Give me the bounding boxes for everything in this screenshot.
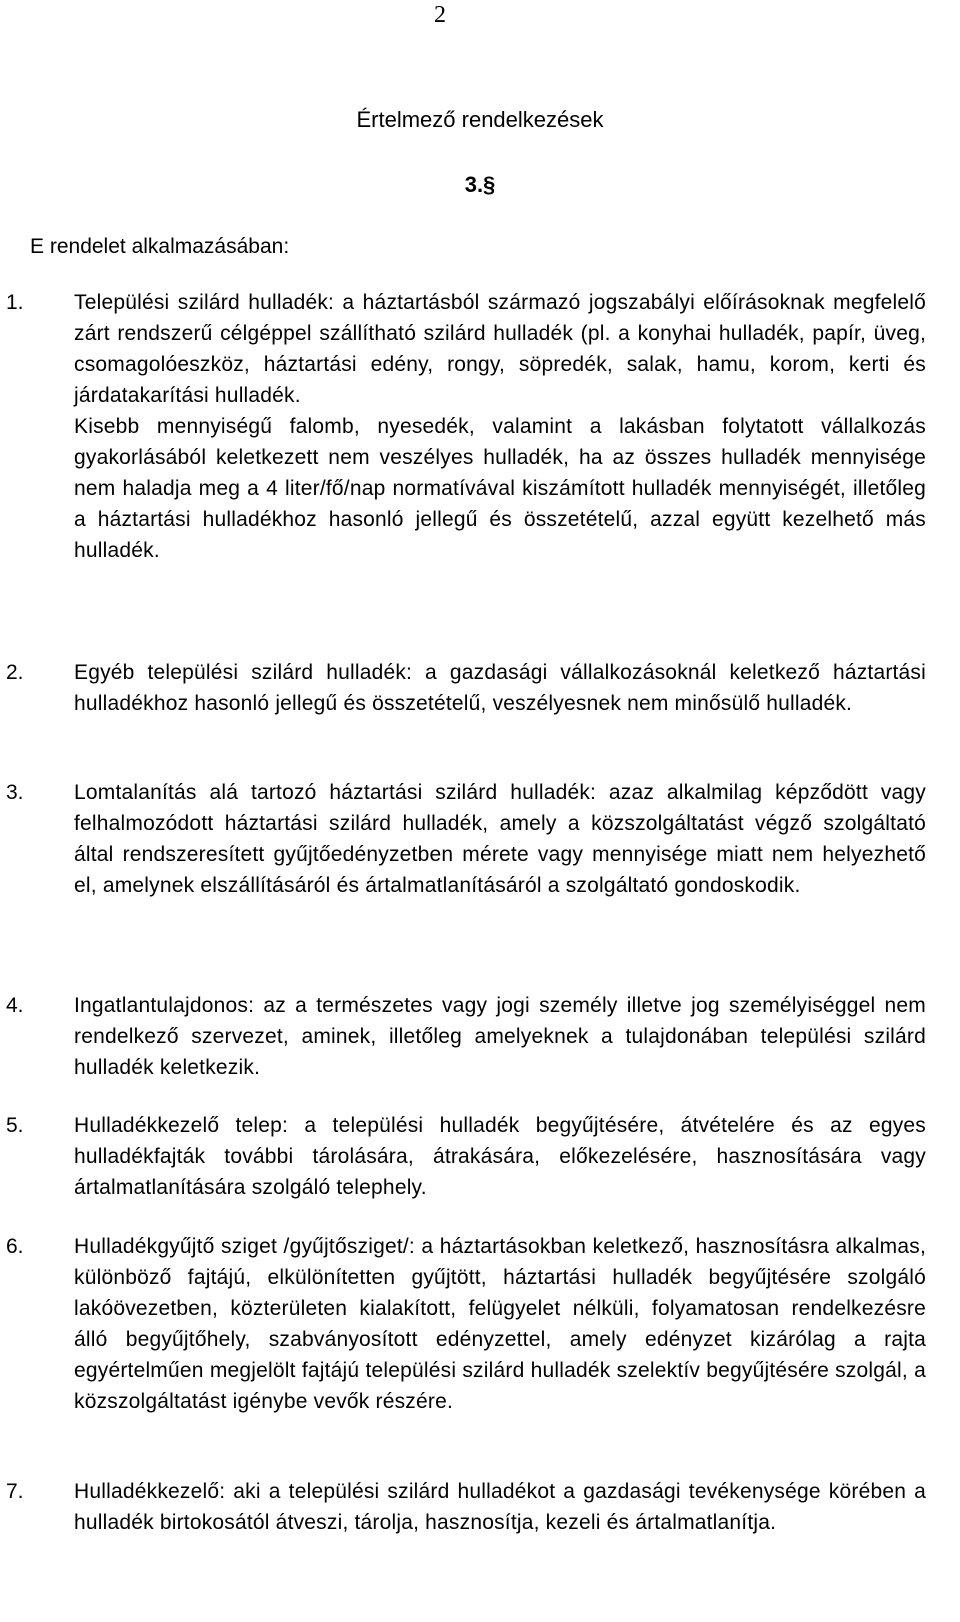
item-text <box>74 777 926 901</box>
item-paragraph: Ingatlantulajdonos: az a természetes vagy jogi személy illetve jog személyiséggel nem rendelkező szervezet, aminek, illetőleg amelyeknek a tulajdonában települési szilárd hulladék keletkezik. <box>74 994 926 1079</box>
item-paragraph: Hulladékkezelő telep: a települési hulladék begyűjtésére, átvételére és az egyes hulladékfajták további tárolására, átrakására, előkezelésére, hasznosítására vagy ártalmatlanítására szolgáló telephely. <box>74 1114 926 1199</box>
item-text <box>74 990 926 1083</box>
item-number: 7. <box>6 1480 24 1503</box>
section-heading: Értelmező rendelkezések <box>356 107 604 132</box>
item-text <box>74 1110 926 1203</box>
item-number: 1. <box>6 291 24 314</box>
item-paragraph: Lomtalanítás alá tartozó háztartási szilárd hulladék: azaz alkalmilag képződött vagy felhalmozódott háztartási szilárd hulladék, amely a közszolgáltatást végző szolgáltató által rendszeresített gyűjtőedényzetben mérete vagy mennyisége miatt nem helyezhető el, amelynek elszállításáról és ártalmatlanításáról a szolgáltató gondoskodik. <box>74 781 926 897</box>
item-number: 4. <box>6 994 24 1017</box>
item-paragraph: Települési szilárd hulladék: a háztartásból származó jogszabályi előírásoknak megfelelő zárt rendszerű célgéppel szállítható szilárd hulladék (pl. a konyhai hulladék, papír, üveg, csomagolóeszköz, háztartási edény, rongy, söpredék, salak, hamu, korom, kerti és járdatakarítási hulladék. <box>74 291 926 407</box>
item-paragraph: Hulladékgyűjtő sziget /gyűjtősziget/: a háztartásokban keletkező, hasznosításra alkalmas, különböző fajtájú, elkülönítetten gyűjtött, háztartási hulladék begyűjtésére szolgáló lakóövezetben, közterületen kialakított, felügyelet nélküli, folyamatosan rendelkezésre álló begyűjtőhely, szabványosított edényzettel, amely edényzet kizárólag a rajta egyértelműen megjelölt fajtájú települési szilárd hulladék szelektív begyűjtésére szolgál, a közszolgáltatást igénybe vevők részére. <box>74 1235 926 1413</box>
item-number: 6. <box>6 1235 24 1258</box>
item-number: 2. <box>6 661 24 684</box>
item-text <box>74 1476 926 1538</box>
item-text <box>74 287 926 566</box>
page-number: 2 <box>434 2 446 28</box>
section-number: 3.§ <box>464 172 496 197</box>
item-number: 3. <box>6 781 24 804</box>
item-paragraph: Kisebb mennyiségű falomb, nyesedék, valamint a lakásban folytatott vállalkozás gyakorlásából keletkezett nem veszélyes hulladék, ha az összes hulladék mennyisége nem haladja meg a 4 liter/fő/nap normatívával kiszámított hulladék mennyiségét, illetőleg a háztartási hulladékhoz hasonló jellegű és összetételű, azzal együtt kezelhető más hulladék. <box>74 415 926 562</box>
item-text <box>74 657 926 719</box>
intro-text: E rendelet alkalmazásában: <box>30 235 290 258</box>
item-number: 5. <box>6 1114 24 1137</box>
item-paragraph: Egyéb települési szilárd hulladék: a gazdasági vállalkozásoknál keletkező háztartási hulladékhoz hasonló jellegű és összetételű, veszélyesnek nem minősülő hulladék. <box>74 661 926 715</box>
item-text <box>74 1231 926 1417</box>
item-paragraph: Hulladékkezelő: aki a települési szilárd hulladékot a gazdasági tevékenysége körében a hulladék birtokosától átveszi, tárolja, hasznosítja, kezeli és ártalmatlanítja. <box>74 1480 926 1534</box>
